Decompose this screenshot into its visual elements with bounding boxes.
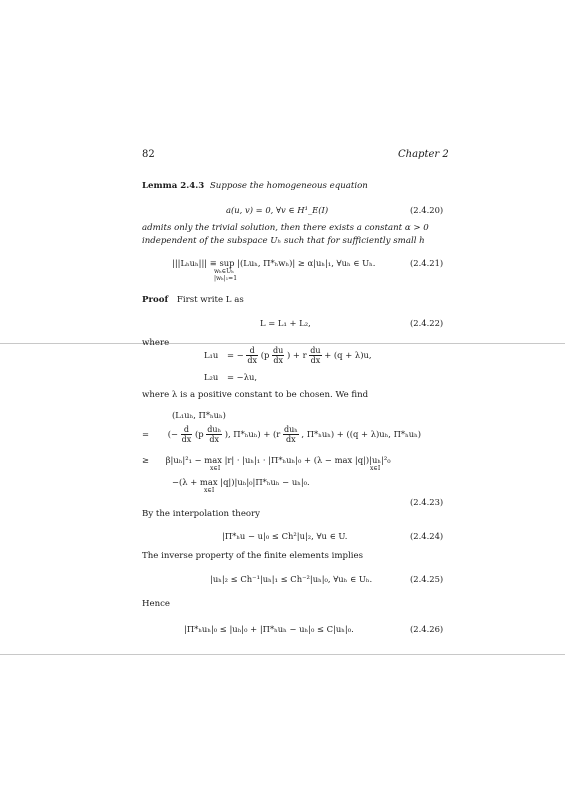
lemma-line-1 <box>142 181 368 191</box>
equation-number-2-4-25: (2.4.25) <box>410 574 444 584</box>
lemma-text-3: independent of the subspace Uₕ such that for sufficiently small h <box>142 236 425 246</box>
proof-text-5: Hence <box>142 599 171 609</box>
equation-number-2-4-20: (2.4.20) <box>410 205 444 215</box>
find-line-1-b: (p <box>194 429 204 439</box>
find-line-2-subscript-1: x∈I <box>210 465 221 472</box>
find-line-3-subscript: x∈I <box>204 487 215 494</box>
l1-d-dx <box>246 346 258 365</box>
proof-text-3: By the interpolation theory <box>142 509 261 519</box>
l1-equation <box>204 345 372 365</box>
lemma-text-2: admits only the trivial solution, then there exists a constant α > 0 <box>142 223 429 233</box>
proof-text-4: The inverse property of the finite elements implies <box>142 551 364 561</box>
find-line-0: (L₁uₕ, Π*ₕuₕ) <box>172 410 226 420</box>
find-line-1 <box>142 424 421 444</box>
find-line-1-c: ), Π*ₕuₕ) + (r <box>224 429 281 439</box>
l1-close: ) + r <box>286 350 307 360</box>
find-line-1-dx2: dx <box>209 435 219 444</box>
find-line-3: −(λ + max |q|)|uₕ|₀|Π*ₕuₕ − uₕ|₀. <box>172 477 310 487</box>
equation-number-2-4-24: (2.4.24) <box>410 531 444 541</box>
l1-minus: − <box>236 350 244 360</box>
chapter-heading: Chapter 2 <box>398 149 449 160</box>
find-line-1-dx: dx <box>181 435 192 444</box>
lemma-text-1: Suppose the homogeneous equation <box>209 181 368 191</box>
find-line-2-subscript-2: x∈I <box>370 465 381 472</box>
l1-tail: + (q + λ)u, <box>324 350 372 360</box>
lemma-label: Lemma 2.4.3 <box>142 181 205 191</box>
l1-du-dx-2 <box>309 346 321 365</box>
equation-2-4-22: L = L₁ + L₂, <box>260 318 311 328</box>
l1-dx: dx <box>247 356 258 365</box>
l2-lhs: L₂u <box>204 372 219 382</box>
find-line-1-d: d <box>181 425 193 435</box>
find-line-2-op: ≥ <box>142 455 150 465</box>
l2-rhs: = −λu, <box>227 372 258 382</box>
find-line-1-duh2: duₕ <box>283 425 298 434</box>
proof-text-2: where λ is a positive constant to be chosen. We find <box>142 390 369 400</box>
equation-2-4-24: |Π*ₕu − u|₀ ≤ Ch²|u|₂, ∀u ∈ U. <box>222 531 348 541</box>
l1-equals: = <box>227 350 235 360</box>
find-line-1-d2: , Π*ₕuₕ) + ((q + λ)uₕ, Π*ₕuₕ) <box>301 429 422 439</box>
proof-label: Proof <box>142 295 169 305</box>
l1-du2: du <box>310 346 321 355</box>
l1-dx3: dx <box>310 356 321 365</box>
scan-rule-bottom <box>0 654 565 655</box>
l1-lhs: L₁u <box>204 350 219 360</box>
find-line-2-body: β|uₕ|²₁ − max |r| · |uₕ|₁ · |Π*ₕuₕ|₀ + (λ − max |q|)|uₕ|²₀ <box>165 455 391 465</box>
find-line-1-duh-dx-2 <box>283 425 299 444</box>
l1-dx2: dx <box>273 356 283 365</box>
equation-2-4-21: |||Lₕuₕ||| ≡ sup |(Luₕ, Π*ₕwₕ)| ≥ α|uₕ|₁, ∀uₕ ∈ Uₕ. <box>172 258 376 268</box>
find-line-1-duh-dx <box>206 425 222 444</box>
equation-2-4-26: |Π*ₕuₕ|₀ ≤ |uₕ|₀ + |Π*ₕuₕ − uₕ|₀ ≤ C|uₕ|₀. <box>184 624 354 634</box>
equation-2-4-20: a(u, v) = 0, ∀v ∈ H¹_E(I) <box>226 205 329 215</box>
l1-du: du <box>273 346 284 355</box>
find-line-1-op: = <box>142 429 150 439</box>
l1-p: (p <box>260 350 270 360</box>
equation-number-2-4-23: (2.4.23) <box>410 497 444 507</box>
equation-2-4-25: |uₕ|₂ ≤ Ch⁻¹|uₕ|₁ ≤ Ch⁻²|uₕ|₀, ∀uₕ ∈ Uₕ. <box>210 574 373 584</box>
equation-number-2-4-21: (2.4.21) <box>410 258 444 268</box>
find-line-1-d-dx <box>181 425 193 444</box>
equation-2-4-21-subscript-1: wₕ∈Uₕ <box>214 268 234 275</box>
find-line-1-duh: duₕ <box>207 425 222 434</box>
find-line-1-dx3: dx <box>286 435 296 444</box>
find-line-2 <box>142 455 391 465</box>
l1-du-dx <box>272 346 284 365</box>
where-text: where <box>142 338 170 348</box>
proof-text-1: First write L as <box>176 295 244 305</box>
scan-rule-top <box>0 343 565 344</box>
equation-number-2-4-22: (2.4.22) <box>410 318 444 328</box>
equation-number-2-4-26: (2.4.26) <box>410 624 444 634</box>
find-line-1-a: (− <box>167 429 178 439</box>
page-number: 82 <box>142 149 155 160</box>
equation-2-4-21-subscript-2: |wₕ|₁=1 <box>214 275 238 282</box>
l1-d: d <box>246 346 258 356</box>
proof-line-1 <box>142 295 244 305</box>
l2-equation <box>204 372 257 382</box>
